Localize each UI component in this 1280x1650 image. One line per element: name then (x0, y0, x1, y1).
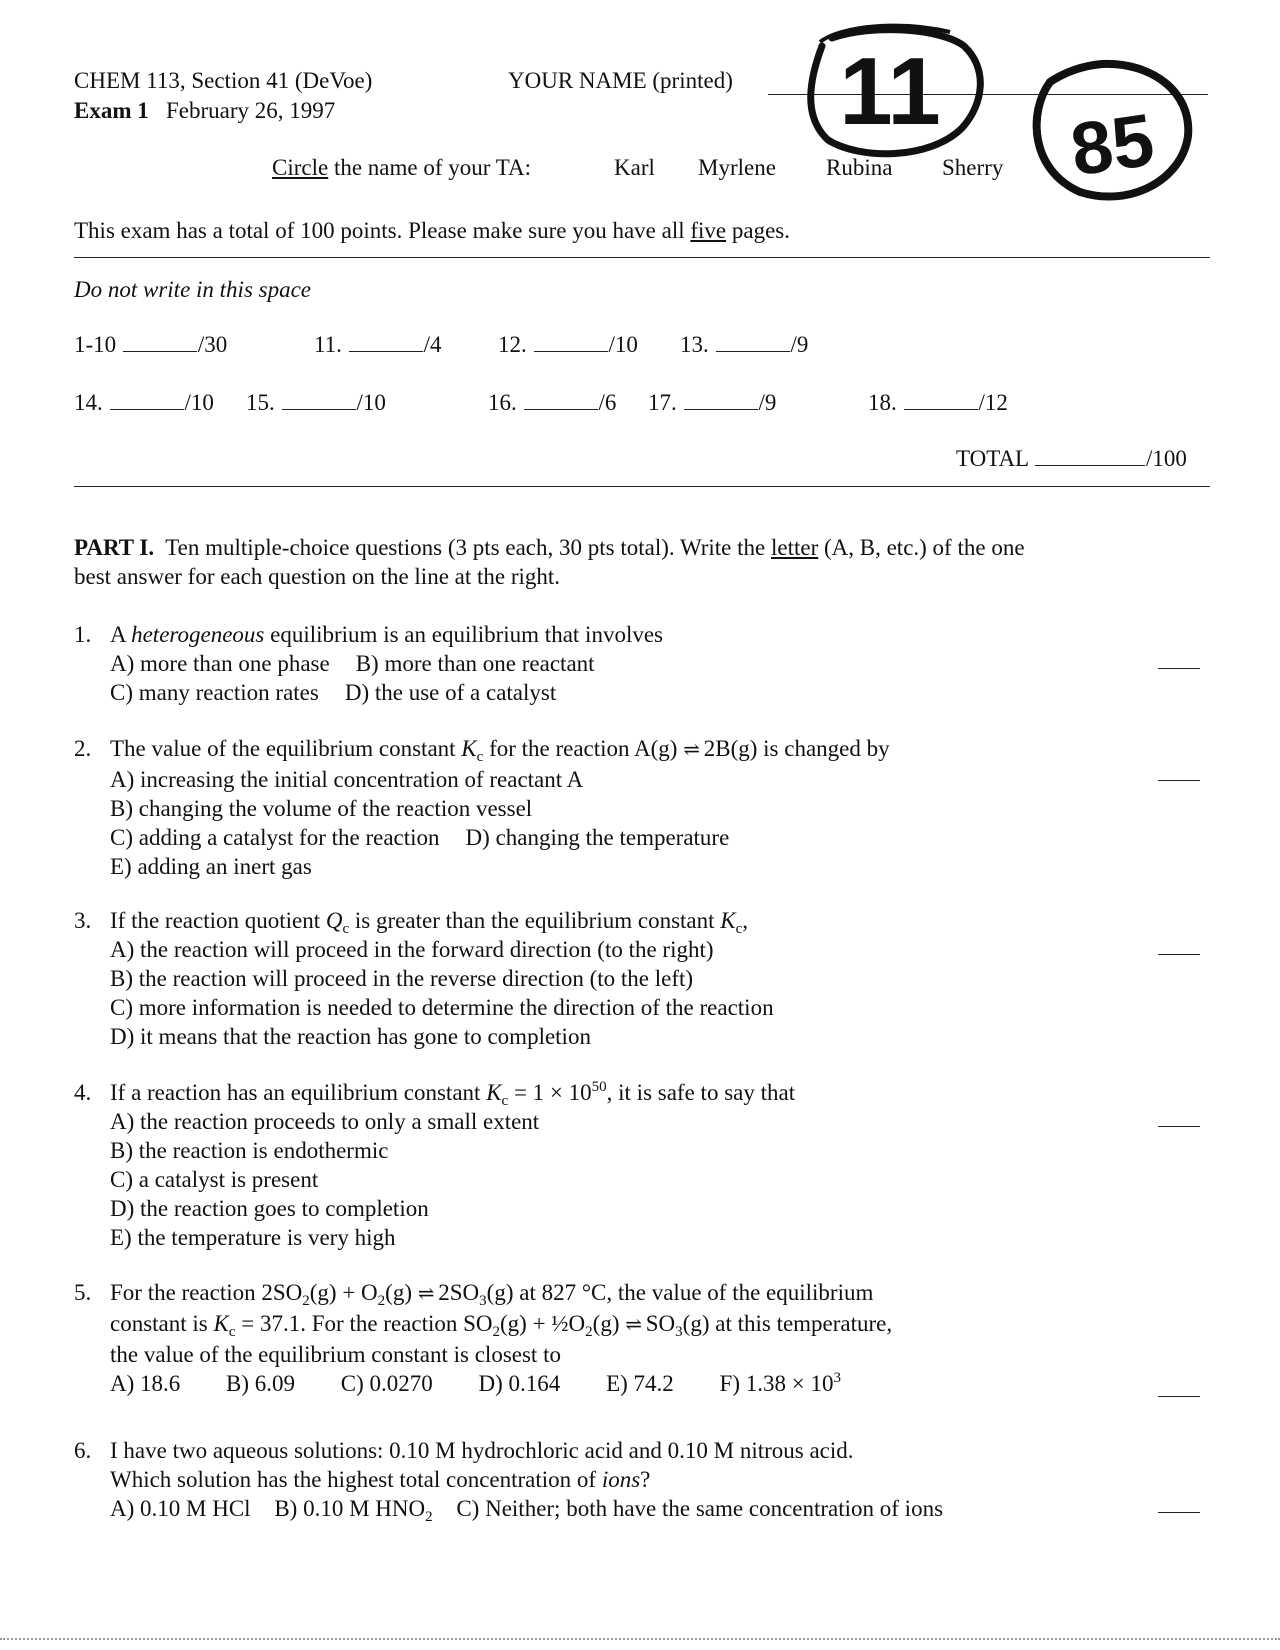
q2-option-e: E) adding an inert gas (110, 854, 312, 879)
circled-number-text: 85 (1065, 97, 1159, 192)
q4-option-a: A) the reaction proceeds to only a small extent (110, 1109, 540, 1134)
q6-option-b: B) 0.10 M $HNO_2$ (274, 1496, 433, 1525)
q5-answer-line[interactable] (1158, 1396, 1200, 1397)
q2-stem: The value of the equilibrium constant $K_c$ for the reaction A(g) ⇌ 2B(g) is changed by (110, 736, 890, 765)
q6-answer-line[interactable] (1158, 1512, 1200, 1513)
q4-option-d: D) the reaction goes to completion (110, 1196, 429, 1221)
course-title: CHEM 113, Section 41 (DeVoe) (74, 68, 373, 93)
grade-11: 11. /4 (314, 332, 442, 357)
q3-stem: If the reaction quotient $Q_c$ is greater than the equilibrium constant $K_c$, (110, 908, 749, 937)
divider-top (74, 257, 1210, 258)
ta-option-sherry[interactable]: Sherry (942, 155, 1004, 180)
name-label: YOUR NAME (printed) (508, 68, 733, 93)
q6-stem-line2: Which solution has the highest total concentration of ions? (110, 1467, 651, 1492)
q2-option-b: B) changing the volume of the reaction vessel (110, 796, 533, 821)
intro-text (74, 218, 790, 244)
question-2: 2. The value of the equilibrium constant $K_c$ for the reaction A(g) ⇌ 2B(g) is changed by A) increasing the initial concentration of reactant A B) changing the volume of the reaction vessel C) adding a catalyst for the reaction D) changing the temperature E) adding an inert gas (74, 734, 1200, 881)
grade-16: 16. /6 (488, 390, 617, 415)
scan-artifact-line (0, 1638, 1280, 1644)
q3-option-a: A) the reaction will proceed in the forward direction (to the right) (110, 937, 714, 962)
ta-option-rubina[interactable]: Rubina (826, 155, 893, 180)
grading-label: Do not write in this space (74, 277, 312, 302)
ta-prompt-circle: Circle (272, 155, 329, 180)
q5-stem-line2: constant is $K_c = 37.1$. For the reaction $SO_2(g)$ + $\frac{1}{2}O_2(g)$ ⇌ $SO_3(g)$ at this temperature, (110, 1311, 893, 1340)
divider-bottom (74, 486, 1210, 487)
ta-prompt (272, 155, 531, 181)
q5-option-d: D) 0.164 (478, 1371, 561, 1396)
exam-date: February 26, 1997 (166, 98, 336, 123)
q5-option-a: A) 18.6 (110, 1371, 181, 1396)
grade-1-10: 1-10 /30 (74, 332, 228, 357)
q3-option-b: B) the reaction will proceed in the reverse direction (to the left) (110, 966, 694, 991)
grade-12: 12. /10 (498, 332, 638, 357)
q1-answer-line[interactable] (1158, 668, 1200, 669)
handwritten-score-circle (780, 18, 1000, 168)
part1-heading: PART I. (74, 535, 155, 560)
intro-emphasis: five (690, 218, 727, 243)
q5-option-e: E) 74.2 (606, 1371, 674, 1396)
q5-option-c: C) 0.0270 (340, 1371, 433, 1396)
q4-stem: If a reaction has an equilibrium constant $K_c = 1 \times 10^{50}$, it is safe to say that (110, 1079, 796, 1109)
q5-option-f: F) $1.38 \times 10^3$ (719, 1370, 841, 1396)
q5-stem-line1: For the reaction $2SO_2(g) + O_2(g)$ ⇌ $2SO_3(g)$ at 827 °C, the value of the equilibrium (110, 1280, 874, 1309)
ta-option-karl[interactable]: Karl (614, 155, 655, 180)
q4-option-c: C) a catalyst is present (110, 1167, 319, 1192)
q1-option-a: A) more than one phase (110, 651, 330, 676)
part1-letter: letter (770, 535, 819, 560)
q2-option-c: C) adding a catalyst for the reaction (110, 825, 440, 850)
q4-option-e: E) the temperature is very high (110, 1225, 396, 1250)
q6-option-c: C) Neither; both have the same concentration of ions (456, 1496, 944, 1521)
grade-13: 13. /9 (680, 332, 809, 357)
grade-15: 15. /10 (246, 390, 386, 415)
exam-label: Exam 1 (74, 98, 149, 123)
question-4: 4. If a reaction has an equilibrium constant $K_c = 1 \times 10^{50}$, it is safe to say that A) the reaction proceeds to only a small extent B) the reaction is endothermic C) a catalyst is present D) the reaction goes to completion E) the temperature is very high (74, 1078, 1200, 1252)
intro-before: This exam has a total of 100 points. Please make sure you have all (74, 218, 685, 243)
q2-option-a: A) increasing the initial concentration of reactant A (110, 767, 584, 792)
q3-option-d: D) it means that the reaction has gone to completion (110, 1024, 591, 1049)
q1-option-c: C) many reaction rates (110, 680, 319, 705)
grade-18: 18. /12 (868, 390, 1008, 415)
q1-option-d: D) the use of a catalyst (344, 680, 557, 705)
q1-stem: A heterogeneous equilibrium is an equilibrium that involves (110, 622, 663, 647)
ta-option-myrlene[interactable]: Myrlene (698, 155, 776, 180)
q1-option-b: B) more than one reactant (355, 651, 595, 676)
question-3: 3. If the reaction quotient $Q_c$ is greater than the equilibrium constant $K_c$, A) the reaction will proceed in the forward direction (to the right) B) the reaction will proceed in the reverse direction (to the left) C) more information is needed to determine the direction of the reaction D) it means that the reaction has gone to completion (74, 906, 1200, 1051)
q5-options (110, 1369, 1200, 1398)
question-1: 1. A heterogeneous equilibrium is an equilibrium that involves A) more than one phase B) more than one reactant C) many reaction rates D) the use of a catalyst (74, 620, 1200, 707)
handwritten-circled-number (1020, 52, 1200, 212)
grade-14: 14. /10 (74, 390, 214, 415)
grade-total: TOTAL /100 (956, 446, 1187, 471)
q4-option-b: B) the reaction is endothermic (110, 1138, 389, 1163)
q5-stem-line3: the value of the equilibrium constant is closest to (110, 1342, 561, 1367)
exam-info (74, 98, 335, 124)
q2-answer-line[interactable] (1158, 780, 1200, 781)
q2-option-d: D) changing the temperature (465, 825, 730, 850)
q3-option-c: C) more information is needed to determine the direction of the reaction (110, 995, 774, 1020)
q5-option-b: B) 6.09 (226, 1371, 296, 1396)
q6-option-a: A) 0.10 M HCl (110, 1496, 251, 1521)
question-5: 5. For the reaction $2SO_2(g) + O_2(g)$ ⇌ $2SO_3(g)$ at 827 °C, the value of the equilibrium constant is $K_c = 37.1$. For the reaction $SO_2(g)$ + $\frac{1}{2}O_2(g)$ ⇌ $SO_3(g)$ at this temperature, the value of the equilibrium constant is closest to A) 18.6 B) 6.09 C) 0.0270 D) 0.164 E) 74.2 F) $1.38 \times 10^3$ (74, 1278, 1200, 1398)
grade-17: 17. /9 (648, 390, 777, 415)
ta-prompt-text: the name of your TA: (333, 155, 531, 180)
q6-stem-line1: I have two aqueous solutions: 0.10 M hydrochloric acid and 0.10 M nitrous acid. (110, 1438, 854, 1463)
question-6: 6. I have two aqueous solutions: 0.10 M hydrochloric acid and 0.10 M nitrous acid. Which solution has the highest total concentration of ions? A) 0.10 M HCl B) 0.10 M $HNO_2$ C) Neither; both have the same concentration of ions (74, 1436, 1200, 1523)
part1-instructions: PART I. Ten multiple-choice questions (3 pts each, 30 pts total). Write the letter (A, B, etc.) of the one best answer for each question on the line at the right. (74, 535, 1025, 589)
score-mark-text: 11 (839, 38, 941, 145)
q4-answer-line[interactable] (1158, 1126, 1200, 1127)
q3-answer-line[interactable] (1158, 954, 1200, 955)
intro-after: pages. (731, 218, 791, 243)
